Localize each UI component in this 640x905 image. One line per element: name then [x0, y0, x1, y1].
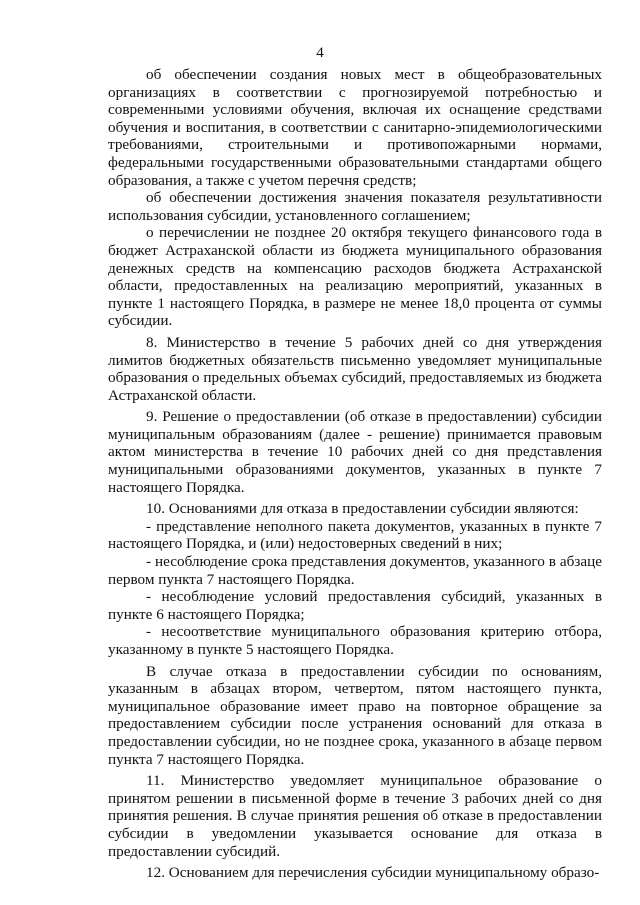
paragraph-repeat-application: В случае отказа в предоставлении субсидии по основаниям, указанным в абзацах втором, четвертом, пятом настоящего пункта, муниципальное образование имеет право на повторное обращение за предоставлением субсидии после устранения оснований для отказа в предоставлении субсидии, но не позднее срока, указанного в абзаце первом пункта 7 настоящего Порядка.: [108, 662, 602, 768]
paragraph-item-10: 10. Основаниями для отказа в предоставлении субсидии являются:: [146, 500, 579, 518]
paragraph-funds-transfer: о перечислении не позднее 20 октября текущего финансового года в бюджет Астраханской области из бюджета муниципального образования денежных средств на компенсацию расходов бюджета Астраханской области, предоставленных на реализацию мероприятий, указанных в пункте 1 настоящего Порядка, в размере не менее 18,0 процента от суммы субсидии.: [108, 224, 602, 330]
page-number: 4: [316, 45, 324, 61]
document-body: [108, 66, 602, 882]
paragraph-item-9: 9. Решение о предоставлении (об отказе в предоставлении) субсидии муниципальным образованиям (далее - решение) принимается правовым актом министерства в течение 10 рабочих дней со дня представления муниципальными образованиями документов, указанных в пункте 7 настоящего Порядка.: [108, 408, 602, 496]
paragraph-refusal-ground-4: - несоответствие муниципального образования критерию отбора, указанному в пункте 5 настоящего Порядка.: [108, 623, 602, 658]
paragraph-new-places-provision: об обеспечении создания новых мест в общеобразовательных организациях в соответствии с прогнозируемой потребностью и современными условиями обучения, включая их оснащение средствами обучения и воспитания, в соответствии с санитарно-эпидемиологическими требованиями, строительными и противопожарными нормами, федеральными государственными образовательными стандартами общего образования, а также с учетом перечня средств;: [108, 66, 602, 189]
paragraph-refusal-ground-3: - несоблюдение условий предоставления субсидий, указанных в пункте 6 настоящего Порядка;: [108, 588, 602, 623]
paragraph-item-12: 12. Основанием для перечисления субсидии муниципальному образо-: [146, 864, 600, 882]
paragraph-refusal-ground-2: - несоблюдение срока представления документов, указанного в абзаце первом пункта 7 настоящего Порядка.: [108, 553, 602, 588]
paragraph-result-indicator: об обеспечении достижения значения показателя результативности использования субсидии, установленного соглашением;: [108, 189, 602, 224]
paragraph-item-11: 11. Министерство уведомляет муниципальное образование о принятом решении в письменной форме в течение 3 рабочих дней со дня принятия решения. В случае принятия решения об отказе в предоставлении субсидии в уведомлении указывается основание для отказа в предоставлении субсидий.: [108, 772, 602, 860]
paragraph-refusal-ground-1: - представление неполного пакета документов, указанных в пункте 7 настоящего Порядка, и (или) недостоверных сведений в них;: [108, 517, 602, 553]
paragraph-item-8: 8. Министерство в течение 5 рабочих дней со дня утверждения лимитов бюджетных обязательств письменно уведомляет муниципальные образования о предельных объемах субсидий, предоставляемых из бюджета Астраханской области.: [108, 333, 602, 404]
